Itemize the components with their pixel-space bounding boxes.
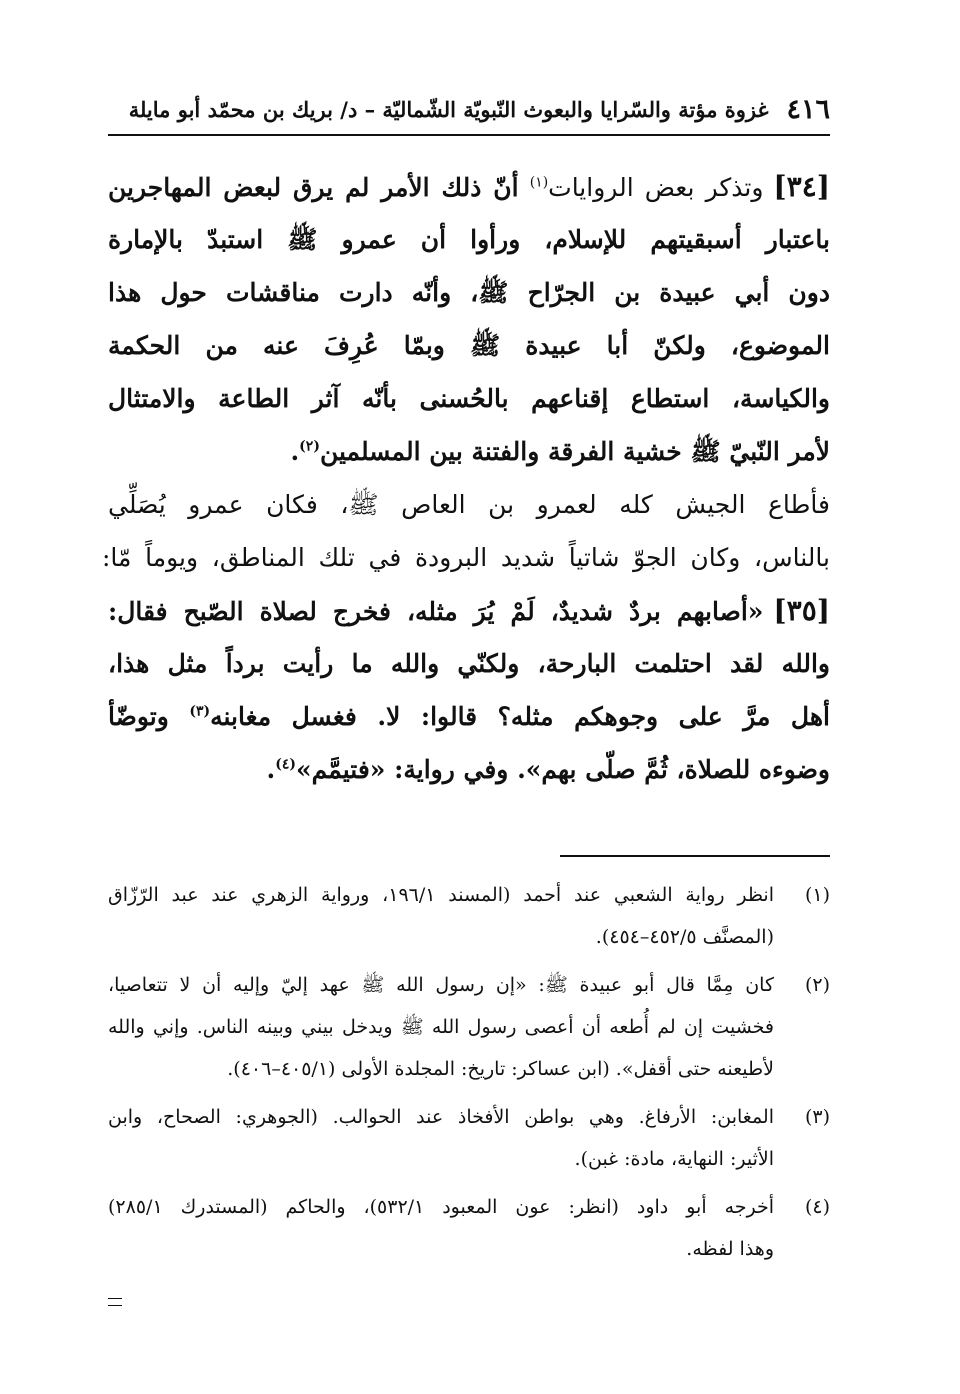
footnote-ref[interactable]: (١) [529,174,549,191]
paragraph-number: [٣٥] [773,594,830,627]
text-line: أهل مرَّ على وجوهكم مثله؟ قالوا: لا. فغسل مغابنه$^{(٣)}$ وتوضّأ [108,702,830,731]
text-line: والله لقد احتلمت البارحة، ولكنّي والله ما رأيت برداً مثل هذا، [108,649,830,678]
text-line: والكياسة، استطاع إقناعهم بالحُسنى بأنّه آثر الطاعة والامتثال [108,384,830,413]
continuation-mark [108,1298,122,1306]
text-line: [٣٤]وتذكر بعض الروايات$^{(١)}$ أنّ ذلك الأمر لم يرق لبعض المهاجرين [108,170,830,203]
text-line: لأمر النّبيّ ﷺ خشية الفرقة والفتنة بين المسلمين$^{(٢)}$. [290,437,830,466]
footnote-3: (٣) المغابن: الأرفاغ. وهي بواطن الأفخاذ عند الحوالب. (الجوهري: الصحاح، وابن الأثير: النهاية، مادة: غبن). [108,1096,830,1186]
footnote-mark: (٤) [804,1196,830,1218]
header-rule [108,134,830,136]
text-line: الموضوع، ولكنّ أبا عبيدة ﷺ وبمّا عُرِفَ عنه من الحكمة [108,331,830,360]
footnote-mark: (٣) [804,1106,830,1128]
page-number: ٤١٦ [786,93,830,125]
footnote-ref[interactable]: (٤) [275,756,297,773]
text-line: بالناس، وكان الجوّ شاتياً شديد البرودة في تلك المناطق، ويوماً مّا: [102,543,830,572]
footnote-ref[interactable]: (٣) [189,703,211,720]
text-line: باعتبار أسبقيتهم للإسلام، ورأوا أن عمرو ﷺ استبدّ بالإمارة [108,225,830,254]
footnote-ref[interactable]: (٢) [299,438,320,455]
footnote-1: (١) انظر رواية الشعبي عند أحمد (المسند ١٩٦/١، ورواية الزهري عند عبد الرّزّاق (المصنَّف ٤٥٢/٥–٤٥٤). [108,874,830,964]
footnote-2: (٢) كان مِمَّا قال أبو عبيدة ﷺ: «إن رسول الله ﷺ عهد إليّ وإليه أن لا تتعاصيا، فخشيت إن لم أُطعه أن أعصى رسول الله ﷺ ويدخل بيني وبينه الناس. وإني والله لأطيعنه حتى أقفل». (ابن عساكر: تاريخ: المجلدة الأولى (٤٠٥/١–٤٠٦). [108,964,830,1096]
text-line: فأطاع الجيش كله لعمرو بن العاص ﷺ، فكان عمرو يُصَلِّي [108,490,830,519]
text-line: [٣٥]«أصابهم بردٌ شديدٌ، لَمْ يُرَ مثله، فخرج لصلاة الصّبح فقال: [108,594,830,627]
running-header [128,92,830,126]
footnote-mark: (٢) [804,974,830,996]
running-title: غزوة مؤتة والسّرايا والبعوث النّبويّة الشّماليّة – د/ بريك بن محمّد أبو مايلة [128,96,769,122]
text-line: دون أبي عبيدة بن الجرّاح ﷺ، وأنّه دارت مناقشات حول هذا [108,278,830,307]
footnotes [108,874,830,1270]
paragraph-number: [٣٤] [773,170,830,203]
main-text [102,160,830,796]
footnote-mark: (١) [804,884,830,906]
footnote-4: (٤) أخرجه أبو داود (انظر: عون المعبود ٥٣٢/١)، والحاكم (المستدرك ٢٨٥/١) وهذا لفظه. [108,1186,830,1270]
text-line: وضوءه للصلاة، ثُمَّ صلّى بهم». وفي رواية: «فتيمَّم»$^{(٤)}$. [266,755,830,784]
footnote-rule [560,855,830,857]
